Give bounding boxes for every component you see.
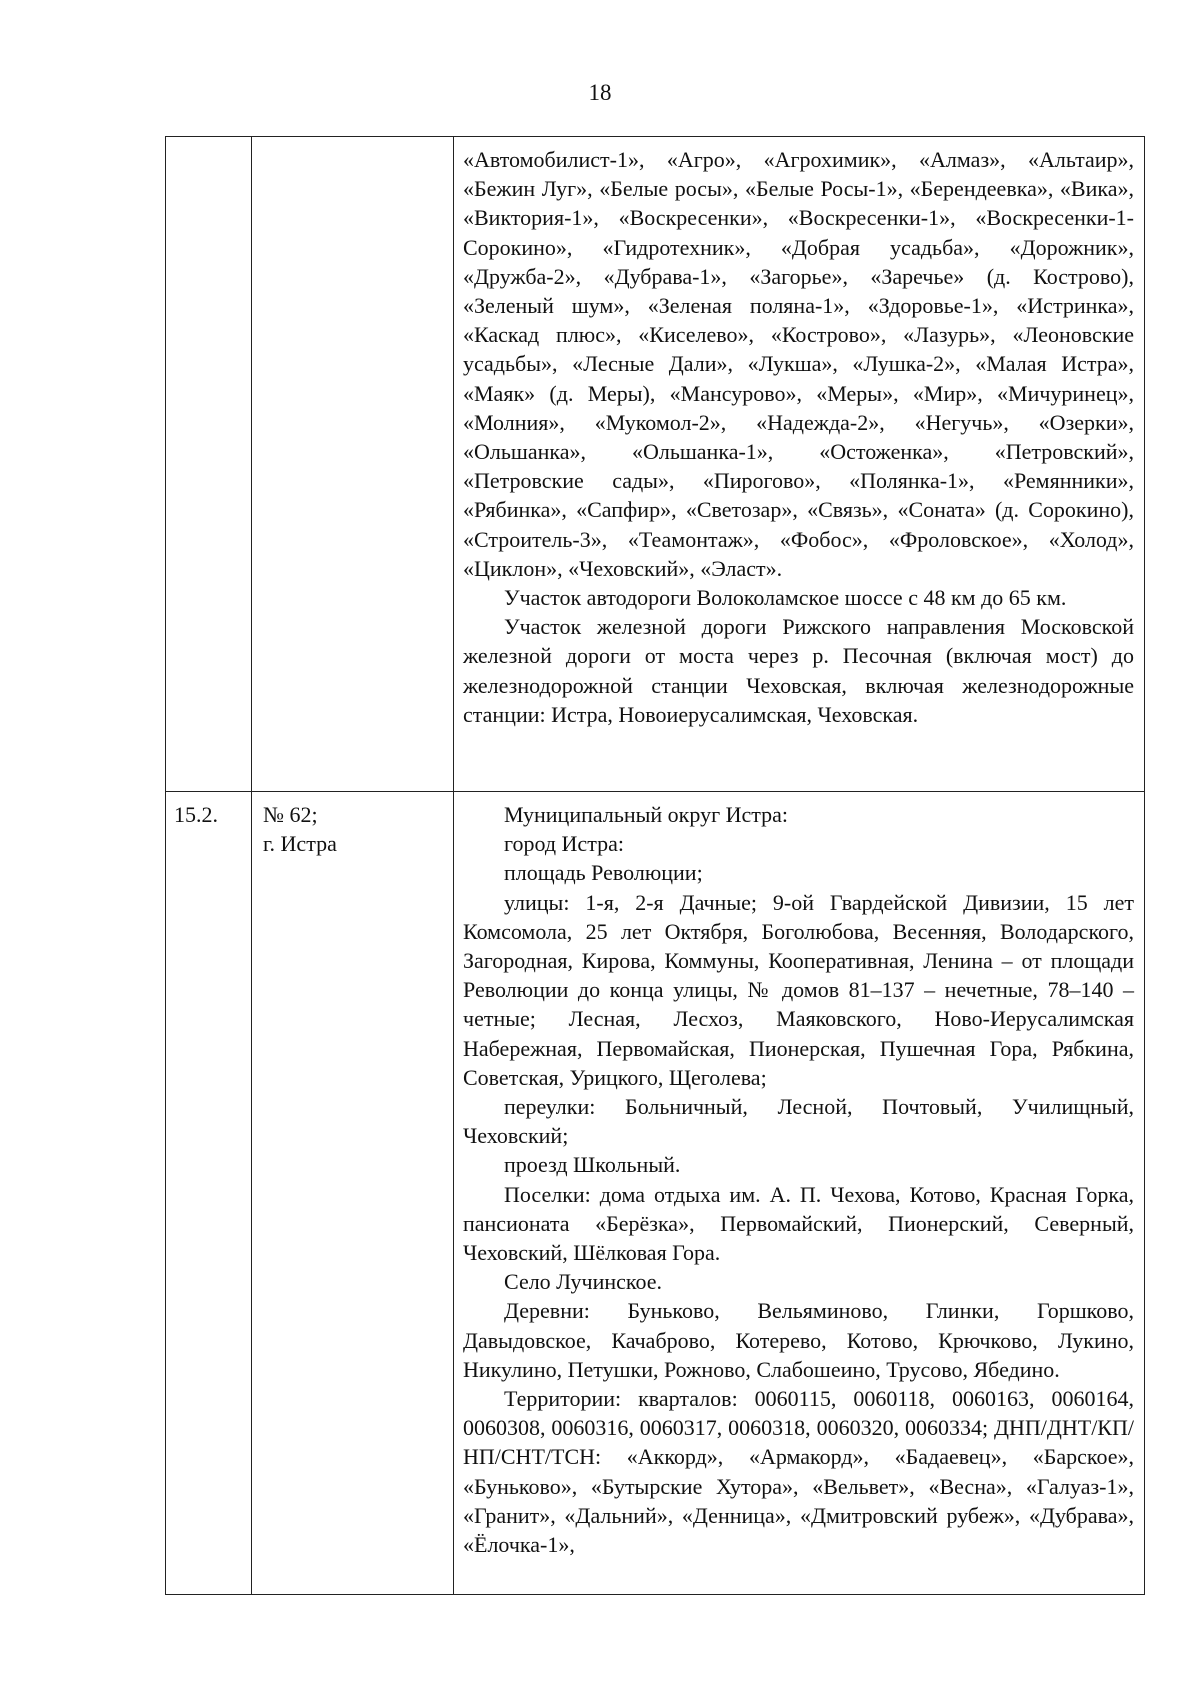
territory-paragraph: Участок автодороги Волоколамское шоссе с 48 км до 65 км. <box>504 585 1067 611</box>
territory-paragraph: улицы: 1-я, 2-я Дачные; 9-ой Гвардейской Дивизии, 15 лет Комсомола, 25 лет Октября, Боголюбова, Весенняя, Володарского, Загородная, Кирова, Коммуны, Кооперативная, Ленина – от площади Революции до конца улицы, № домов 81–137 – нечетные, 78–140 – четные; Лесная, Лесхоз, Маяковского, Ново-Иерусалимская Набережная, Первомайская, Пионерская, Пушечная Гора, Рябкина, Советская, Урицкого, Щеголева; <box>463 889 1134 1090</box>
territory-paragraph: город Истра: <box>504 831 624 857</box>
territory-paragraph: площадь Революции; <box>504 860 703 886</box>
territory-paragraph: переулки: Больничный, Лесной, Почтовый, Училищный, Чеховский; <box>463 1094 1134 1149</box>
row-number-cell <box>166 137 252 792</box>
district-cell <box>252 792 454 1595</box>
districts-table <box>165 136 1145 1595</box>
district-number: № 62; <box>263 802 318 827</box>
table-row <box>166 792 1145 1595</box>
territory-description-cell <box>454 137 1145 792</box>
territory-paragraph: Поселки: дома отдыха им. А. П. Чехова, Котово, Красная Горка, пансионата «Берёзка», Первомайский, Пионерский, Северный, Чеховский, Шёлковая Гора. <box>463 1181 1134 1266</box>
table-row <box>166 137 1145 792</box>
district-cell <box>252 137 454 792</box>
territory-paragraph: Муниципальный округ Истра: <box>504 802 789 827</box>
territory-description-cell <box>454 792 1145 1595</box>
territory-paragraph: проезд Школьный. <box>504 1152 681 1178</box>
territory-paragraph: Участок железной дороги Рижского направления Московской железной дороги от моста через р. Песочная (включая мост) до железнодорожной станции Чеховская, включая железнодорожные станции: Истра, Новоиерусалимская, Чеховская. <box>463 614 1134 727</box>
territory-paragraph: «Автомобилист-1», «Агро», «Агрохимик», «Алмаз», «Альтаир», «Бежин Луг», «Белые росы», «Белые Росы-1», «Берендеевка», «Вика», «Виктория-1», «Воскресенки», «Воскресенки-1», «Воскресенки-1-Сорокино», «Гидротехник», «Добрая усадьба», «Дорожник», «Дружба-2», «Дубрава-1», «Загорье», «Заречье» (д. Кострово), «Зеленый шум», «Зеленая поляна-1», «Здоровье-1», «Истринка», «Каскад плюс», «Киселево», «Кострово», «Лазурь», «Леоновские усадьбы», «Лесные Дали», «Лукша», «Лушка-2», «Малая Истра», «Маяк» (д. Меры), «Мансурово», «Меры», «Мир», «Мичуринец», «Молния», «Мукомол-2», «Надежда-2», «Негучь», «Озерки», «Ольшанка», «Ольшанка-1», «Остоженка», «Петровский», «Петровские сады», «Пирогово», «Полянка-1», «Ремянники», «Рябинка», «Сапфир», «Светозар», «Связь», «Соната» (д. Сорокино), «Строитель-3», «Теамонтаж», «Фобос», «Фроловское», «Холод», «Циклон», «Чеховский», «Эласт». <box>463 147 1134 581</box>
territory-paragraph: Деревни: Буньково, Вельяминово, Глинки, Горшково, Давыдовское, Качаброво, Котерево, Котово, Крючково, Лукино, Никулино, Петушки, Рожново, Слабошеино, Трусово, Ябедино. <box>463 1298 1134 1382</box>
page-number: 18 <box>588 80 612 105</box>
territory-paragraph: Территории: кварталов: 0060115, 0060118, 0060163, 0060164, 0060308, 0060316, 0060317, 0060318, 0060320, 0060334; ДНП/ДНТ/КП/НП/СНТ/ТСН: «Аккорд», «Армакорд», «Бадаевец», «Барское», «Буньково», «Бутырские Хутора», «Вельвет», «Весна», «Галуаз-1», «Гранит», «Дальний», «Денница», «Дмитровский рубеж», «Дубрава», «Ёлочка-1», <box>463 1386 1134 1558</box>
district-center: г. Истра <box>263 831 337 857</box>
row-number-cell: 15.2. <box>166 792 252 1595</box>
territory-paragraph: Село Лучинское. <box>504 1269 663 1295</box>
